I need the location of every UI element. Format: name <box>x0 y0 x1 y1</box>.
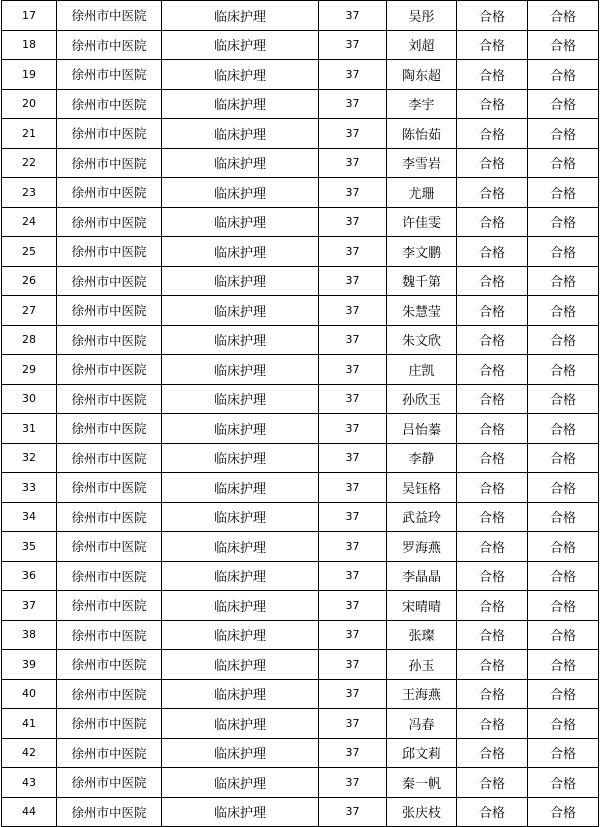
result-1-cell: 合格 <box>457 650 528 680</box>
result-1-cell: 合格 <box>457 1 528 31</box>
table-row <box>2 414 599 444</box>
hospital-cell: 徐州市中医院 <box>57 89 162 119</box>
result-1-cell: 合格 <box>457 119 528 149</box>
result-2-cell: 合格 <box>528 237 599 267</box>
code-cell: 37 <box>319 650 387 680</box>
hospital-cell: 徐州市中医院 <box>57 768 162 798</box>
person-name-cell: 朱文欣 <box>387 325 457 355</box>
result-2-cell: 合格 <box>528 60 599 90</box>
result-2-cell: 合格 <box>528 709 599 739</box>
result-1-cell: 合格 <box>457 532 528 562</box>
table-row <box>2 709 599 739</box>
code-cell: 37 <box>319 532 387 562</box>
row-number-cell: 25 <box>2 237 57 267</box>
row-number-cell: 37 <box>2 591 57 621</box>
table-row <box>2 768 599 798</box>
result-1-cell: 合格 <box>457 89 528 119</box>
result-1-cell: 合格 <box>457 768 528 798</box>
hospital-cell: 徐州市中医院 <box>57 1 162 31</box>
table-row <box>2 561 599 591</box>
hospital-cell: 徐州市中医院 <box>57 532 162 562</box>
person-name-cell: 许佳雯 <box>387 207 457 237</box>
hospital-cell: 徐州市中医院 <box>57 148 162 178</box>
row-number-cell: 24 <box>2 207 57 237</box>
table-row <box>2 384 599 414</box>
person-name-cell: 庄凯 <box>387 355 457 385</box>
table-row <box>2 532 599 562</box>
code-cell: 37 <box>319 148 387 178</box>
hospital-cell: 徐州市中医院 <box>57 620 162 650</box>
hospital-cell: 徐州市中医院 <box>57 414 162 444</box>
row-number-cell: 20 <box>2 89 57 119</box>
result-1-cell: 合格 <box>457 709 528 739</box>
result-2-cell: 合格 <box>528 532 599 562</box>
code-cell: 37 <box>319 89 387 119</box>
hospital-cell: 徐州市中医院 <box>57 591 162 621</box>
result-2-cell: 合格 <box>528 473 599 503</box>
specialty-cell: 临床护理 <box>162 561 319 591</box>
person-name-cell: 张庆枝 <box>387 797 457 827</box>
specialty-cell: 临床护理 <box>162 620 319 650</box>
hospital-cell: 徐州市中医院 <box>57 679 162 709</box>
result-1-cell: 合格 <box>457 620 528 650</box>
table-row <box>2 1 599 31</box>
result-1-cell: 合格 <box>457 325 528 355</box>
specialty-cell: 临床护理 <box>162 709 319 739</box>
result-2-cell: 合格 <box>528 768 599 798</box>
specialty-cell: 临床护理 <box>162 443 319 473</box>
result-2-cell: 合格 <box>528 119 599 149</box>
specialty-cell: 临床护理 <box>162 207 319 237</box>
hospital-cell: 徐州市中医院 <box>57 709 162 739</box>
code-cell: 37 <box>319 178 387 208</box>
specialty-cell: 临床护理 <box>162 738 319 768</box>
result-1-cell: 合格 <box>457 207 528 237</box>
result-1-cell: 合格 <box>457 502 528 532</box>
person-name-cell: 李静 <box>387 443 457 473</box>
specialty-cell: 临床护理 <box>162 237 319 267</box>
table-row <box>2 60 599 90</box>
row-number-cell: 31 <box>2 414 57 444</box>
person-name-cell: 宋晴晴 <box>387 591 457 621</box>
row-number-cell: 30 <box>2 384 57 414</box>
code-cell: 37 <box>319 296 387 326</box>
person-name-cell: 魏千第 <box>387 266 457 296</box>
result-1-cell: 合格 <box>457 414 528 444</box>
row-number-cell: 40 <box>2 679 57 709</box>
person-name-cell: 吴彤 <box>387 1 457 31</box>
result-1-cell: 合格 <box>457 296 528 326</box>
result-2-cell: 合格 <box>528 89 599 119</box>
result-1-cell: 合格 <box>457 738 528 768</box>
code-cell: 37 <box>319 1 387 31</box>
row-number-cell: 27 <box>2 296 57 326</box>
table-row <box>2 296 599 326</box>
person-name-cell: 李文鹏 <box>387 237 457 267</box>
result-1-cell: 合格 <box>457 237 528 267</box>
code-cell: 37 <box>319 502 387 532</box>
row-number-cell: 21 <box>2 119 57 149</box>
row-number-cell: 44 <box>2 797 57 827</box>
person-name-cell: 吕怡蓁 <box>387 414 457 444</box>
hospital-cell: 徐州市中医院 <box>57 797 162 827</box>
result-2-cell: 合格 <box>528 30 599 60</box>
code-cell: 37 <box>319 60 387 90</box>
person-name-cell: 朱慧莹 <box>387 296 457 326</box>
result-2-cell: 合格 <box>528 443 599 473</box>
result-2-cell: 合格 <box>528 355 599 385</box>
table-row <box>2 30 599 60</box>
row-number-cell: 38 <box>2 620 57 650</box>
result-1-cell: 合格 <box>457 266 528 296</box>
row-number-cell: 41 <box>2 709 57 739</box>
specialty-cell: 临床护理 <box>162 650 319 680</box>
result-2-cell: 合格 <box>528 679 599 709</box>
specialty-cell: 临床护理 <box>162 266 319 296</box>
row-number-cell: 26 <box>2 266 57 296</box>
hospital-cell: 徐州市中医院 <box>57 355 162 385</box>
result-1-cell: 合格 <box>457 797 528 827</box>
code-cell: 37 <box>319 473 387 503</box>
code-cell: 37 <box>319 266 387 296</box>
row-number-cell: 43 <box>2 768 57 798</box>
row-number-cell: 22 <box>2 148 57 178</box>
person-name-cell: 陈怡茹 <box>387 119 457 149</box>
row-number-cell: 29 <box>2 355 57 385</box>
result-1-cell: 合格 <box>457 443 528 473</box>
specialty-cell: 临床护理 <box>162 178 319 208</box>
specialty-cell: 临床护理 <box>162 148 319 178</box>
code-cell: 37 <box>319 620 387 650</box>
row-number-cell: 36 <box>2 561 57 591</box>
code-cell: 37 <box>319 237 387 267</box>
result-1-cell: 合格 <box>457 30 528 60</box>
result-2-cell: 合格 <box>528 414 599 444</box>
hospital-cell: 徐州市中医院 <box>57 384 162 414</box>
code-cell: 37 <box>319 709 387 739</box>
specialty-cell: 临床护理 <box>162 296 319 326</box>
result-1-cell: 合格 <box>457 561 528 591</box>
person-name-cell: 邱文莉 <box>387 738 457 768</box>
hospital-cell: 徐州市中医院 <box>57 207 162 237</box>
person-name-cell: 李宇 <box>387 89 457 119</box>
row-number-cell: 42 <box>2 738 57 768</box>
table-row <box>2 355 599 385</box>
person-name-cell: 陶东超 <box>387 60 457 90</box>
hospital-cell: 徐州市中医院 <box>57 473 162 503</box>
result-1-cell: 合格 <box>457 60 528 90</box>
code-cell: 37 <box>319 797 387 827</box>
table-row <box>2 207 599 237</box>
person-name-cell: 吴钰格 <box>387 473 457 503</box>
results-table <box>1 0 599 827</box>
result-2-cell: 合格 <box>528 384 599 414</box>
specialty-cell: 临床护理 <box>162 768 319 798</box>
specialty-cell: 临床护理 <box>162 532 319 562</box>
result-2-cell: 合格 <box>528 148 599 178</box>
code-cell: 37 <box>319 207 387 237</box>
result-2-cell: 合格 <box>528 797 599 827</box>
row-number-cell: 28 <box>2 325 57 355</box>
table-row <box>2 797 599 827</box>
specialty-cell: 临床护理 <box>162 1 319 31</box>
person-name-cell: 秦一帆 <box>387 768 457 798</box>
person-name-cell: 罗海燕 <box>387 532 457 562</box>
hospital-cell: 徐州市中医院 <box>57 325 162 355</box>
hospital-cell: 徐州市中医院 <box>57 502 162 532</box>
result-2-cell: 合格 <box>528 561 599 591</box>
row-number-cell: 33 <box>2 473 57 503</box>
person-name-cell: 张璨 <box>387 620 457 650</box>
table-row <box>2 473 599 503</box>
row-number-cell: 34 <box>2 502 57 532</box>
code-cell: 37 <box>319 561 387 591</box>
result-1-cell: 合格 <box>457 355 528 385</box>
row-number-cell: 18 <box>2 30 57 60</box>
table-row <box>2 620 599 650</box>
code-cell: 37 <box>319 30 387 60</box>
hospital-cell: 徐州市中医院 <box>57 60 162 90</box>
hospital-cell: 徐州市中医院 <box>57 443 162 473</box>
specialty-cell: 临床护理 <box>162 591 319 621</box>
table-row <box>2 502 599 532</box>
row-number-cell: 17 <box>2 1 57 31</box>
hospital-cell: 徐州市中医院 <box>57 266 162 296</box>
person-name-cell: 刘超 <box>387 30 457 60</box>
code-cell: 37 <box>319 679 387 709</box>
result-2-cell: 合格 <box>528 502 599 532</box>
specialty-cell: 临床护理 <box>162 30 319 60</box>
table-row <box>2 266 599 296</box>
hospital-cell: 徐州市中医院 <box>57 738 162 768</box>
code-cell: 37 <box>319 591 387 621</box>
result-2-cell: 合格 <box>528 738 599 768</box>
specialty-cell: 临床护理 <box>162 119 319 149</box>
person-name-cell: 李雪岩 <box>387 148 457 178</box>
specialty-cell: 临床护理 <box>162 325 319 355</box>
hospital-cell: 徐州市中医院 <box>57 296 162 326</box>
table-row <box>2 119 599 149</box>
specialty-cell: 临床护理 <box>162 414 319 444</box>
table-row <box>2 443 599 473</box>
table-row <box>2 89 599 119</box>
specialty-cell: 临床护理 <box>162 502 319 532</box>
hospital-cell: 徐州市中医院 <box>57 650 162 680</box>
result-1-cell: 合格 <box>457 591 528 621</box>
table-row <box>2 679 599 709</box>
hospital-cell: 徐州市中医院 <box>57 561 162 591</box>
row-number-cell: 19 <box>2 60 57 90</box>
code-cell: 37 <box>319 414 387 444</box>
code-cell: 37 <box>319 768 387 798</box>
person-name-cell: 尤珊 <box>387 178 457 208</box>
result-2-cell: 合格 <box>528 620 599 650</box>
table-row <box>2 148 599 178</box>
specialty-cell: 临床护理 <box>162 797 319 827</box>
person-name-cell: 李晶晶 <box>387 561 457 591</box>
hospital-cell: 徐州市中医院 <box>57 178 162 208</box>
person-name-cell: 武益玲 <box>387 502 457 532</box>
result-1-cell: 合格 <box>457 384 528 414</box>
result-2-cell: 合格 <box>528 178 599 208</box>
code-cell: 37 <box>319 738 387 768</box>
code-cell: 37 <box>319 325 387 355</box>
result-2-cell: 合格 <box>528 1 599 31</box>
hospital-cell: 徐州市中医院 <box>57 237 162 267</box>
person-name-cell: 冯春 <box>387 709 457 739</box>
specialty-cell: 临床护理 <box>162 89 319 119</box>
result-1-cell: 合格 <box>457 148 528 178</box>
result-2-cell: 合格 <box>528 650 599 680</box>
code-cell: 37 <box>319 119 387 149</box>
row-number-cell: 35 <box>2 532 57 562</box>
result-1-cell: 合格 <box>457 679 528 709</box>
specialty-cell: 临床护理 <box>162 60 319 90</box>
table-row <box>2 650 599 680</box>
table-row <box>2 325 599 355</box>
result-1-cell: 合格 <box>457 178 528 208</box>
row-number-cell: 23 <box>2 178 57 208</box>
result-2-cell: 合格 <box>528 325 599 355</box>
code-cell: 37 <box>319 443 387 473</box>
table-row <box>2 738 599 768</box>
table-row <box>2 178 599 208</box>
row-number-cell: 39 <box>2 650 57 680</box>
code-cell: 37 <box>319 355 387 385</box>
person-name-cell: 孙玉 <box>387 650 457 680</box>
code-cell: 37 <box>319 384 387 414</box>
result-2-cell: 合格 <box>528 266 599 296</box>
specialty-cell: 临床护理 <box>162 679 319 709</box>
person-name-cell: 孙欣玉 <box>387 384 457 414</box>
result-1-cell: 合格 <box>457 473 528 503</box>
result-2-cell: 合格 <box>528 296 599 326</box>
specialty-cell: 临床护理 <box>162 473 319 503</box>
specialty-cell: 临床护理 <box>162 355 319 385</box>
hospital-cell: 徐州市中医院 <box>57 119 162 149</box>
hospital-cell: 徐州市中医院 <box>57 30 162 60</box>
table-row <box>2 237 599 267</box>
specialty-cell: 临床护理 <box>162 384 319 414</box>
result-2-cell: 合格 <box>528 207 599 237</box>
table-body <box>2 1 599 827</box>
row-number-cell: 32 <box>2 443 57 473</box>
person-name-cell: 王海燕 <box>387 679 457 709</box>
result-2-cell: 合格 <box>528 591 599 621</box>
table-row <box>2 591 599 621</box>
